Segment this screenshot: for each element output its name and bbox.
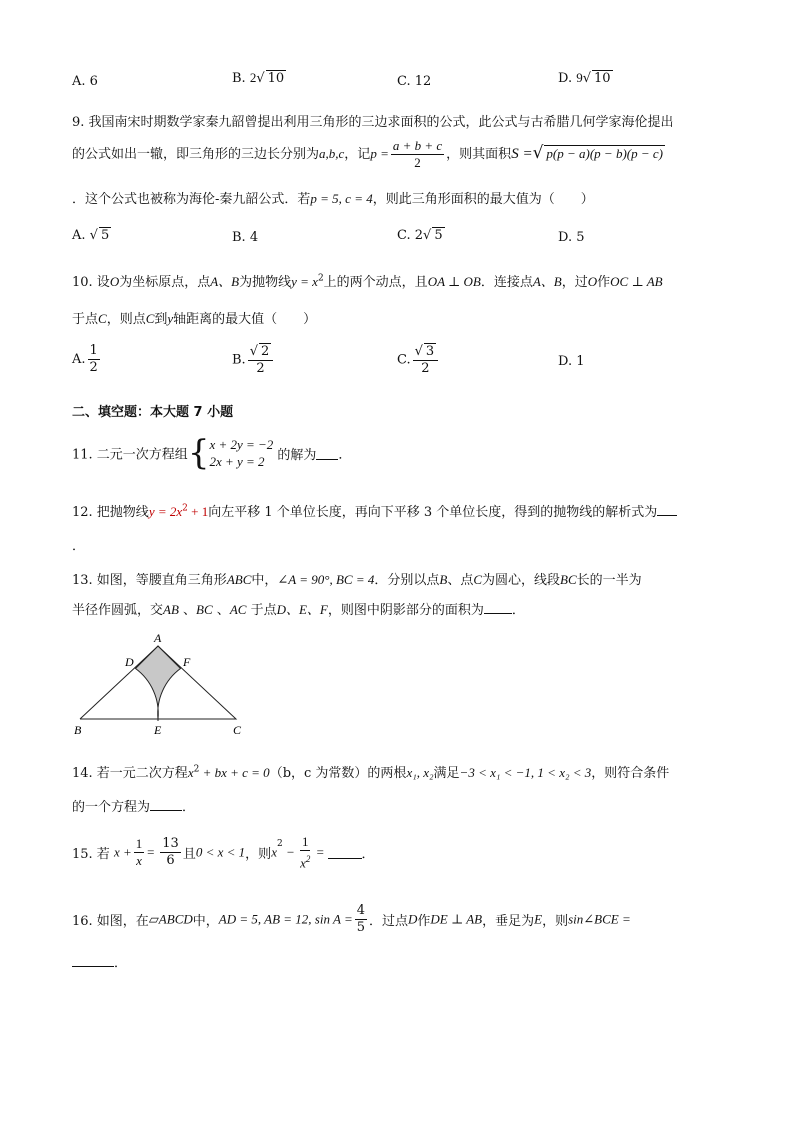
q8-option-d: D. 9√ 10 xyxy=(558,70,611,86)
q14-line2: 的一个方程为 ． xyxy=(72,800,196,815)
q8-option-b: B. 2√ 10 xyxy=(232,70,285,86)
label-f: F xyxy=(183,655,191,669)
q10-option-b: B. $\frac{√ 2}{2}$ xyxy=(232,343,275,377)
label-d: D xyxy=(125,655,134,669)
q15-answer-blank[interactable] xyxy=(328,846,362,859)
q9-option-d: D. 5 xyxy=(558,230,585,245)
q11-answer-blank[interactable] xyxy=(316,447,338,460)
q9-line3: ．这个公式也被称为海伦-秦九韶公式．若p = 5, c = 4，则此三角形面积的最大值为（ ） xyxy=(72,191,594,207)
q8-option-a: A. 6 xyxy=(72,74,98,89)
q12-answer-blank[interactable] xyxy=(657,503,677,516)
q12-line2: ． xyxy=(72,539,86,554)
q11-line: 11. 二元一次方程组{ x + 2y = −2 2x + y = 2 的解为 ． xyxy=(72,433,352,473)
q9-option-b: B. 4 xyxy=(232,230,259,245)
label-e: E xyxy=(154,723,162,737)
q10-option-a: A. $\frac{1}{2}$ xyxy=(72,343,98,375)
q14-line1: 14. 若一元二次方程$x^2$ + bx + c = 0（b，c 为常数）的两根x₁, x₂满足−3 < x₁ < −1, 1 < x₂ < 3，则符合条件 xyxy=(72,764,670,781)
q10-option-c: C. $\frac{√ 3}{2}$ xyxy=(397,343,440,377)
label-b: B xyxy=(74,723,82,737)
q8-option-c: C. 12 xyxy=(397,74,432,89)
q11-system: x + 2y = −2 2x + y = 2 xyxy=(209,437,274,469)
label-a: A xyxy=(154,631,162,645)
q9-option-c: C. 2√ 5 xyxy=(397,228,443,243)
q13-triangle-figure xyxy=(70,628,260,740)
shaded-region xyxy=(136,646,181,719)
q14-answer-blank[interactable] xyxy=(150,798,182,811)
label-c: C xyxy=(233,723,242,737)
q13-answer-blank[interactable] xyxy=(484,601,512,614)
q16-line2: ． xyxy=(72,952,127,971)
q9-option-a: A. √ 5 xyxy=(72,228,110,243)
q9-fraction: $\frac{a + b + c}{2}$ xyxy=(392,138,443,170)
q13-line2: 半径作圆弧，交AB 、BC 、AC 于点D、E、F，则图中阴影部分的面积为 ． xyxy=(72,602,525,618)
q15-line: 15. 若 x + $\frac{1}{x}$ = $\frac{13}{6}$ 且0 < x < 1，则$x^2$ − $\frac{1}{x^2}$ = ． xyxy=(72,834,375,871)
q16-answer-blank[interactable] xyxy=(72,954,114,967)
q16-line1: 16. 如图，在▱ABCD中，AD = 5, AB = 12, sin A = $\frac{4}{5}$ ．过点D作DE ⊥ AB，垂足为E，则sin∠BCE = xyxy=(72,903,631,935)
q9-line1: 9. 我国南宋时期数学家秦九韶曾提出利用三角形的三边求面积的公式，此公式与古希腊几何学家海伦提出 xyxy=(72,115,674,130)
section-heading: 二、填空题：本大题 7 小题 xyxy=(72,405,234,420)
q10-option-d: D. 1 xyxy=(558,354,585,369)
q12-line1: 12. 把抛物线$y = 2x^2 + 1$向左平移 1 个单位长度，再向下平移 3 个单位长度，得到的抛物线的解析式为 xyxy=(72,501,677,520)
q10-line1: 10. 设O为坐标原点，点A、B为抛物线$y = x^2$上的两个动点，且OA ⊥ OB．连接点A、B，过O作OC ⊥ AB xyxy=(72,273,663,290)
q9-line2: 的公式如出一辙，即三角形的三边长分别为a,b,c，记p = $\frac{a + b + c}{2}$ ，则其面积S =√ p(p − a)(p − b)(p − c) xyxy=(72,138,663,170)
q13-line1: 13. 如图，等腰直角三角形ABC中，∠A = 90°, BC = 4．分别以点B、点C为圆心，线段BC长的一半为 xyxy=(72,572,642,588)
q10-line2: 于点C，则点C到y轴距离的最大值（ ） xyxy=(72,311,317,327)
